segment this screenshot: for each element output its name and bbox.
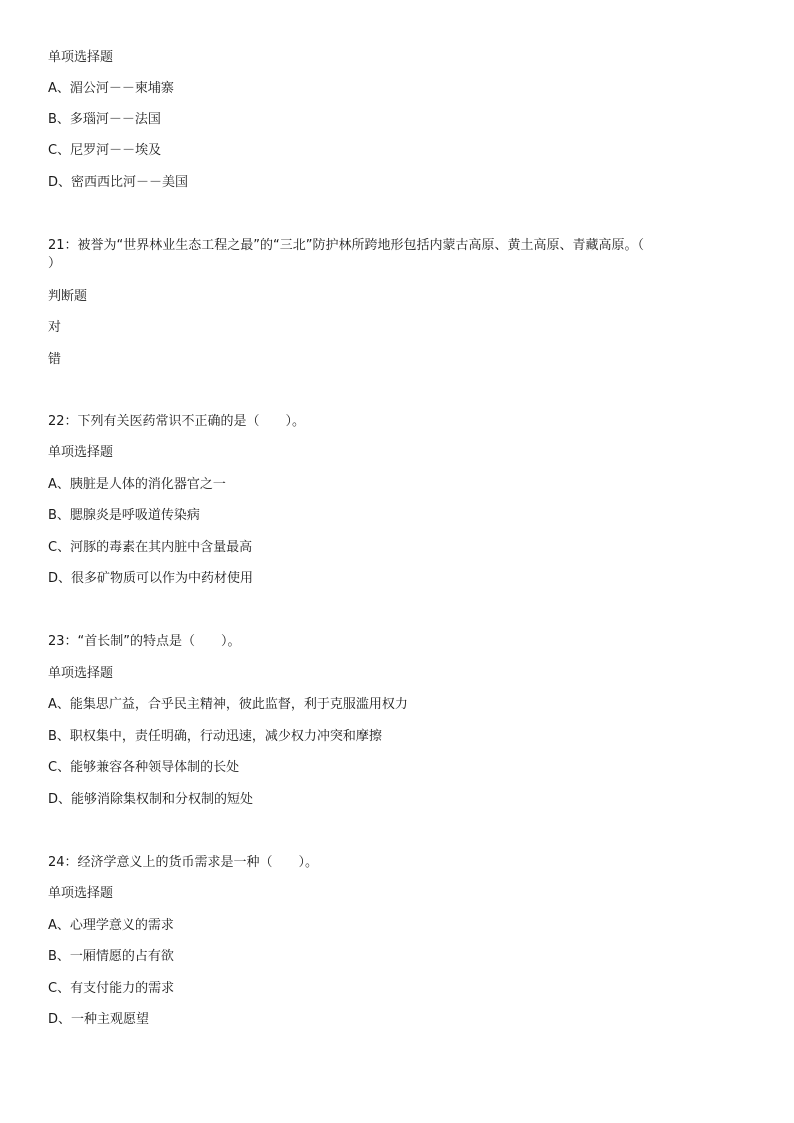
option-b: B、职权集中，责任明确，行动迅速，减少权力冲突和摩擦 [48, 729, 382, 744]
question-type-label: 单项选择题 [48, 666, 114, 681]
question-type-label: 单项选择题 [48, 886, 114, 901]
option-c: C、能够兼容各种领导体制的长处 [48, 760, 240, 775]
question-21-text-line2: ） [48, 256, 62, 271]
option-c: C、河豚的毒素在其内脏中含量最高 [48, 540, 253, 555]
option-true: 对 [48, 320, 62, 335]
option-false: 错 [48, 352, 62, 367]
option-b: B、腮腺炎是呼吸道传染病 [48, 508, 200, 523]
question-21-text-line1: 21：被誉为“世界林业生态工程之最”的“三北”防护林所跨地形包括内蒙古高原、黄土高原、青藏高原。（ [48, 238, 644, 253]
option-d: D、能够消除集权制和分权制的短处 [48, 792, 254, 807]
question-type-label: 单项选择题 [48, 50, 114, 65]
option-d: D、密西西比河－－美国 [48, 175, 189, 190]
option-a: A、胰脏是人体的消化器官之一 [48, 477, 226, 492]
option-b: B、一厢情愿的占有欲 [48, 949, 174, 964]
question-22-text: 22：下列有关医药常识不正确的是（ ）。 [48, 414, 306, 429]
question-type-label: 单项选择题 [48, 445, 114, 460]
option-a: A、心理学意义的需求 [48, 918, 174, 933]
option-d: D、很多矿物质可以作为中药材使用 [48, 571, 254, 586]
option-a: A、能集思广益，合乎民主精神，彼此监督，利于克服滥用权力 [48, 697, 408, 712]
option-d: D、一种主观愿望 [48, 1012, 150, 1027]
option-c: C、有支付能力的需求 [48, 981, 175, 996]
option-c: C、尼罗河－－埃及 [48, 143, 162, 158]
option-b: B、多瑙河－－法国 [48, 112, 161, 127]
question-23-text: 23：“首长制”的特点是（ ）。 [48, 634, 241, 649]
question-24-text: 24：经济学意义上的货币需求是一种（ ）。 [48, 855, 319, 870]
option-a: A、湄公河－－柬埔寨 [48, 81, 174, 96]
question-type-label: 判断题 [48, 289, 88, 304]
